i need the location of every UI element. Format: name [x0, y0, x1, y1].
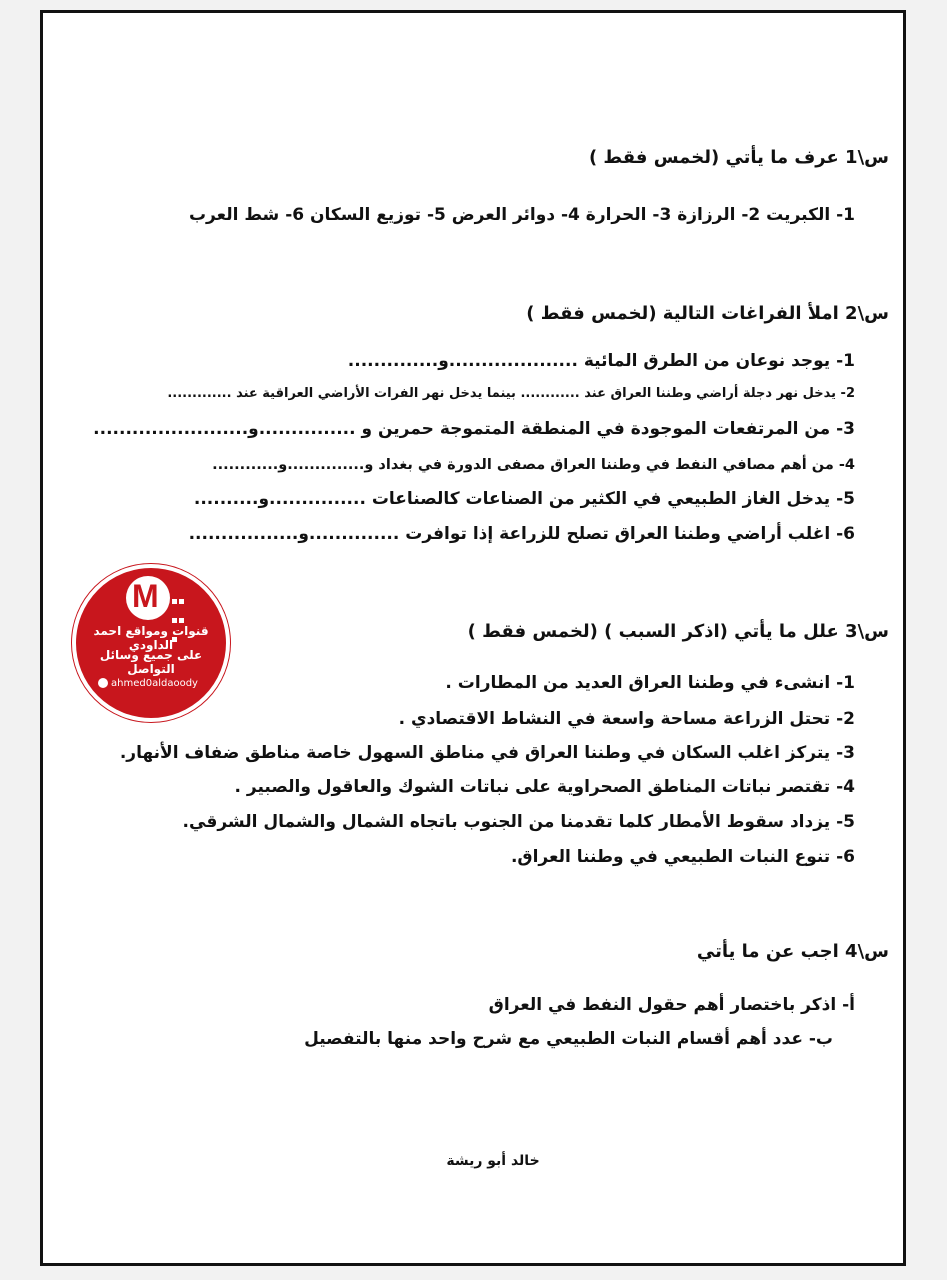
- question-1-title: س\1 عرف ما يأتي (لخمس فقط ): [588, 147, 889, 168]
- logo-tagline: على جميع وسائل التواصل: [99, 648, 203, 676]
- question-3-item-3: 3- يتركز اغلب السكان في وطننا العراق في مناطق السهول خاصة مناطق ضفاف الأنهار.: [119, 743, 855, 763]
- question-3-item-5: 5- يزداد سقوط الأمطار كلما تقدمنا من الجنوب باتجاه الشمال والشمال الشرقي.: [182, 812, 855, 832]
- channel-logo-watermark: [72, 564, 230, 722]
- logo-channel-name: قنوات ومواقع احمد الداودي: [93, 624, 209, 652]
- question-2-item-3: 3- من المرتفعات الموجودة في المنطقة المتموجة حمرين و ...............و........................: [93, 419, 855, 439]
- question-3-item-6: 6- تنوع النبات الطبيعي في وطننا العراق.: [510, 847, 855, 867]
- question-3-item-4: 4- تقتصر نباتات المناطق الصحراوية على نباتات الشوك والعاقول والصبير .: [234, 777, 855, 797]
- question-2-title: س\2 املأ الفراغات التالية (لخمس فقط ): [526, 303, 889, 324]
- logo-handle-text: ahmed0aldaoody: [111, 678, 198, 689]
- question-4-item-a: أ- اذكر باختصار أهم حقول النفط في العراق: [488, 995, 855, 1015]
- question-3-item-2: 2- تحتل الزراعة مساحة واسعة في النشاط الاقتصادي .: [398, 709, 855, 729]
- logo-handle: [98, 678, 198, 689]
- question-2-item-6: 6- اغلب أراضي وطننا العراق تصلح للزراعة إذا توافرت ..............و.................: [188, 524, 855, 544]
- telegram-icon: [98, 678, 108, 688]
- question-4-item-b: ب- عدد أهم أقسام النبات الطبيعي مع شرح واحد منها بالتفصيل: [304, 1029, 833, 1049]
- logo-m-icon: M: [132, 578, 159, 614]
- question-3-title: س\3 علل ما يأتي (اذكر السبب ) (لخمس فقط ): [467, 621, 889, 642]
- question-2-item-4: 4- من أهم مصافي النفط في وطننا العراق مصفى الدورة في بغداد و..............و............: [212, 457, 855, 473]
- question-1-terms: 1- الكبريت 2- الرزازة 3- الحرارة 4- دوائر العرض 5- توزيع السكان 6- شط العرب: [188, 205, 855, 225]
- question-3-item-1: 1- انشىء في وطننا العراق العديد من المطارات .: [445, 673, 855, 693]
- teacher-signature: خالد أبو ريشة: [446, 1153, 540, 1169]
- question-2-item-2: 2- يدخل نهر دجلة أراضي وطننا العراق عند ............ بينما يدخل نهر الفرات الأراضي العراقية عند .............: [167, 386, 855, 401]
- question-2-item-1: 1- يوجد نوعان من الطرق المائية ....................و..............: [347, 351, 855, 371]
- question-2-item-5: 5- يدخل الغاز الطبيعي في الكثير من الصناعات كالصناعات ...............و..........: [193, 489, 855, 509]
- question-4-title: س\4 اجب عن ما يأتي: [696, 941, 889, 962]
